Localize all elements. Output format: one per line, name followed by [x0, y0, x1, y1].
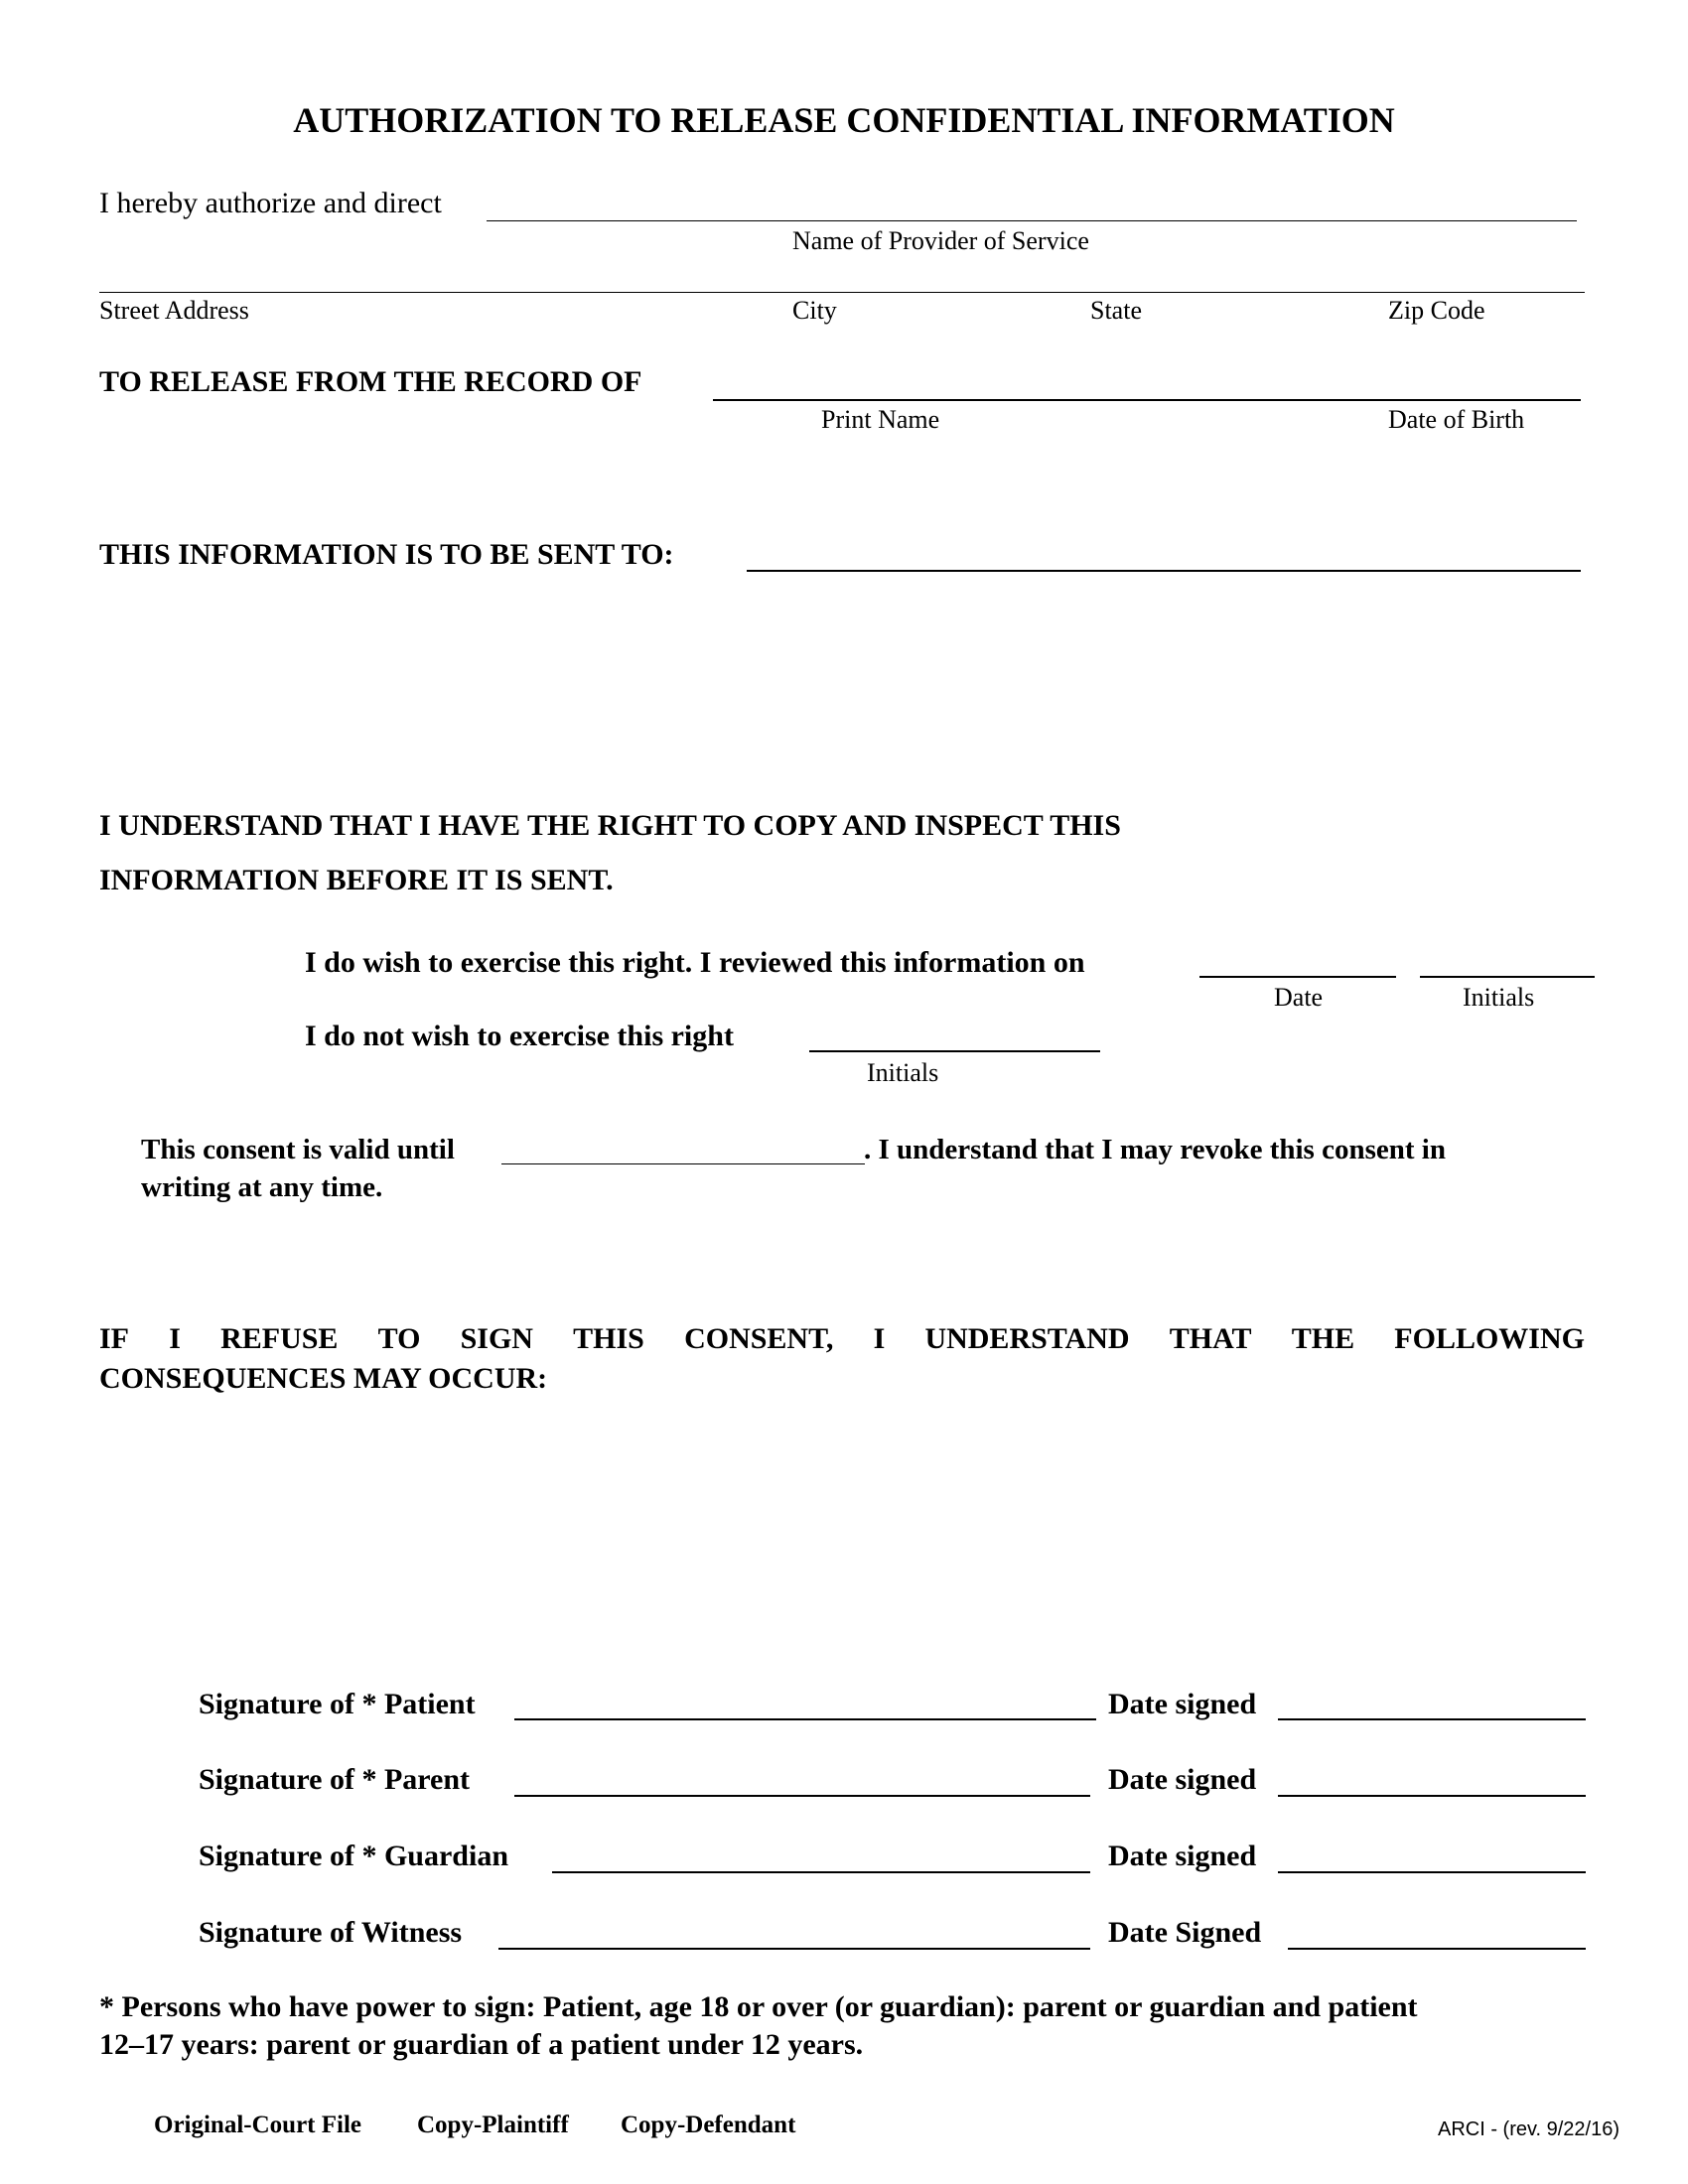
signature-label-guardian: Signature of * Guardian: [199, 1840, 508, 1872]
footnote-line1: * Persons who have power to sign: Patient, age 18 or over (or guardian): parent or guardian and patient: [99, 1990, 1418, 2023]
right-heading-line1: I UNDERSTAND THAT I HAVE THE RIGHT TO COPY AND INSPECT THIS: [99, 809, 1121, 842]
footnote-line2: 12–17 years: parent or guardian of a patient under 12 years.: [99, 2028, 864, 2061]
zip-caption: Zip Code: [1388, 296, 1485, 325]
signature-field-patient[interactable]: [514, 1718, 1096, 1720]
not-wish-initials-caption: Initials: [867, 1058, 939, 1087]
not-wish-text: I do not wish to exercise this right: [305, 1020, 734, 1052]
sent-to-field[interactable]: [747, 570, 1581, 572]
provider-name-field[interactable]: [487, 220, 1577, 221]
valid-until-field[interactable]: [501, 1163, 865, 1164]
date-signed-label-witness: Date Signed: [1108, 1916, 1262, 1949]
refuse-word: CONSENT,: [684, 1322, 834, 1355]
date-signed-field-parent[interactable]: [1278, 1795, 1586, 1797]
record-lead: TO RELEASE FROM THE RECORD OF: [99, 365, 642, 398]
refuse-word: I: [873, 1322, 886, 1355]
print-name-caption: Print Name: [821, 405, 940, 434]
sent-to-lead: THIS INFORMATION IS TO BE SENT TO:: [99, 538, 674, 571]
refuse-word: THAT: [1169, 1322, 1252, 1355]
refuse-word: FOLLOWING: [1394, 1322, 1585, 1355]
refuse-word: IF: [99, 1322, 129, 1355]
date-signed-field-patient[interactable]: [1278, 1718, 1586, 1720]
provider-caption: Name of Provider of Service: [792, 226, 1089, 255]
authorize-lead: I hereby authorize and direct: [99, 187, 442, 219]
revoke-text: . I understand that I may revoke this consent in: [864, 1134, 1446, 1165]
refuse-word: TO: [377, 1322, 421, 1355]
refuse-word: REFUSE: [220, 1322, 339, 1355]
refuse-word: I: [169, 1322, 181, 1355]
refuse-heading-line1: [99, 1322, 1585, 1356]
dob-caption: Date of Birth: [1388, 405, 1525, 434]
address-field[interactable]: [99, 292, 1585, 293]
right-heading-line2: INFORMATION BEFORE IT IS SENT.: [99, 864, 614, 896]
signature-label-witness: Signature of Witness: [199, 1916, 463, 1949]
date-signed-label-parent: Date signed: [1108, 1763, 1257, 1796]
refuse-word: UNDERSTAND: [924, 1322, 1130, 1355]
state-caption: State: [1090, 296, 1142, 325]
reviewed-date-field[interactable]: [1199, 976, 1396, 978]
signature-label-patient: Signature of * Patient: [199, 1688, 476, 1720]
date-caption: Date: [1274, 983, 1324, 1012]
revoke-text-2: writing at any time.: [141, 1171, 383, 1203]
refuse-word: THIS: [573, 1322, 644, 1355]
date-signed-field-witness[interactable]: [1288, 1948, 1586, 1950]
signature-field-parent[interactable]: [514, 1795, 1090, 1797]
not-wish-initials-field[interactable]: [809, 1050, 1100, 1052]
form-code: ARCI - (rev. 9/22/16): [1438, 2118, 1620, 2140]
page-title: AUTHORIZATION TO RELEASE CONFIDENTIAL INFORMATION: [293, 100, 1395, 140]
reviewed-initials-field[interactable]: [1420, 976, 1595, 978]
signature-field-witness[interactable]: [498, 1948, 1090, 1950]
refuse-heading-line2: CONSEQUENCES MAY OCCUR:: [99, 1362, 548, 1395]
refuse-word: THE: [1291, 1322, 1355, 1355]
signature-label-parent: Signature of * Parent: [199, 1763, 471, 1796]
initials-caption: Initials: [1463, 983, 1535, 1012]
valid-until-text: This consent is valid until: [141, 1134, 455, 1165]
signature-field-guardian[interactable]: [552, 1871, 1090, 1873]
date-signed-label-guardian: Date signed: [1108, 1840, 1257, 1872]
date-signed-label-patient: Date signed: [1108, 1688, 1257, 1720]
city-caption: City: [792, 296, 837, 325]
wish-text: I do wish to exercise this right. I reviewed this information on: [305, 946, 1085, 979]
copy-defendant: Copy-Defendant: [621, 2112, 796, 2138]
copy-original-court-file: Original-Court File: [154, 2112, 361, 2138]
refuse-word: SIGN: [460, 1322, 533, 1355]
copy-plaintiff: Copy-Plaintiff: [417, 2112, 569, 2138]
record-name-field[interactable]: [713, 399, 1581, 401]
street-caption: Street Address: [99, 296, 249, 325]
date-signed-field-guardian[interactable]: [1278, 1871, 1586, 1873]
